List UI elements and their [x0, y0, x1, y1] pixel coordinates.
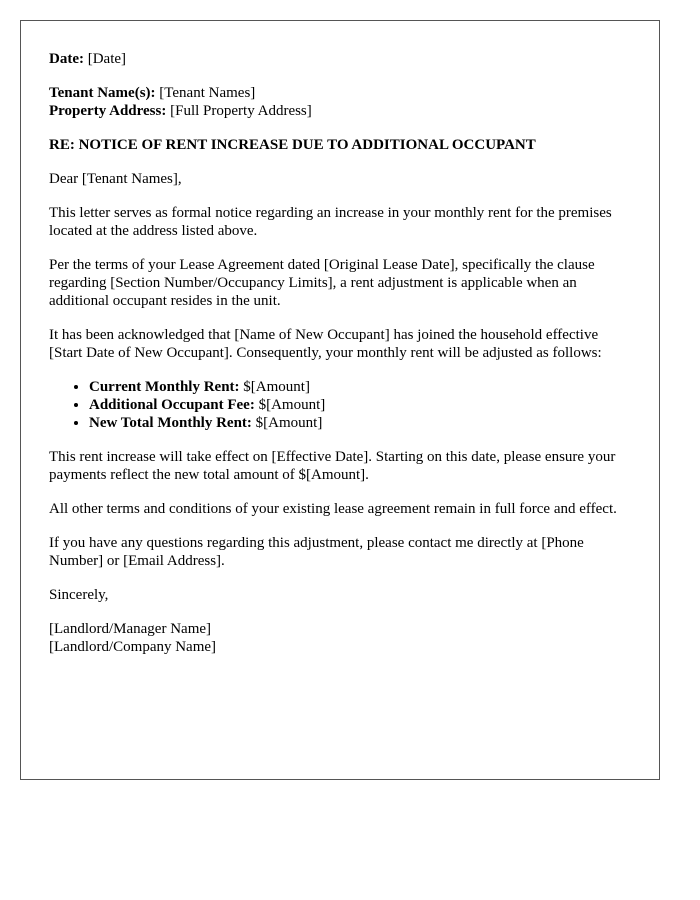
rent-item-value: $[Amount]: [243, 379, 310, 395]
rent-item-value: $[Amount]: [258, 397, 326, 413]
rent-item-new-total: [89, 414, 631, 432]
rent-item-additional-fee: [89, 396, 631, 414]
rent-breakdown-list: [49, 378, 631, 432]
paragraph-lease-terms: Per the terms of your Lease Agreement dated [Original Lease Date], specifically the clause regarding [Section Number/Occupancy Limits], a rent adjustment is applicable when an additional occupant resides in the unit.: [49, 257, 595, 309]
paragraph-notice: This letter serves as formal notice regarding an increase in your monthly rent for the premises located at the address listed above.: [49, 205, 612, 239]
address-value: [Full Property Address]: [170, 103, 312, 119]
date-value: [Date]: [87, 51, 127, 67]
subject-line: RE: NOTICE OF RENT INCREASE DUE TO ADDITIONAL OCCUPANT: [49, 137, 536, 153]
signature-company: [Landlord/Company Name]: [49, 639, 217, 655]
rent-item-label: New Total Monthly Rent:: [89, 415, 252, 431]
tenant-value: [Tenant Names]: [159, 85, 256, 101]
paragraph-new-occupant: It has been acknowledged that [Name of New Occupant] has joined the household effective [Start Date of New Occupant]. Consequently, your monthly rent will be adjusted as follows:: [49, 327, 602, 361]
signature-block: [49, 620, 631, 656]
paragraph-effective-date: This rent increase will take effect on [Effective Date]. Starting on this date, please ensure your payments reflect the new total amount of $[Amount].: [49, 449, 616, 483]
address-label: Property Address:: [49, 103, 167, 119]
tenant-label: Tenant Name(s):: [49, 85, 156, 101]
signature-name: [Landlord/Manager Name]: [49, 621, 212, 637]
closing: Sincerely,: [49, 587, 109, 603]
rent-item-label: Current Monthly Rent:: [89, 379, 240, 395]
recipient-block: [49, 84, 631, 120]
paragraph-contact: If you have any questions regarding this adjustment, please contact me directly at [Phone Number] or [Email Address].: [49, 535, 584, 569]
rent-item-current: [89, 378, 631, 396]
date-label: Date:: [49, 51, 84, 67]
salutation: Dear [Tenant Names],: [49, 171, 182, 187]
paragraph-other-terms: All other terms and conditions of your existing lease agreement remain in full force and effect.: [49, 501, 617, 517]
rent-item-value: $[Amount]: [255, 415, 323, 431]
letter-document: [20, 20, 660, 780]
date-line: [49, 50, 631, 68]
rent-item-label: Additional Occupant Fee:: [89, 397, 255, 413]
